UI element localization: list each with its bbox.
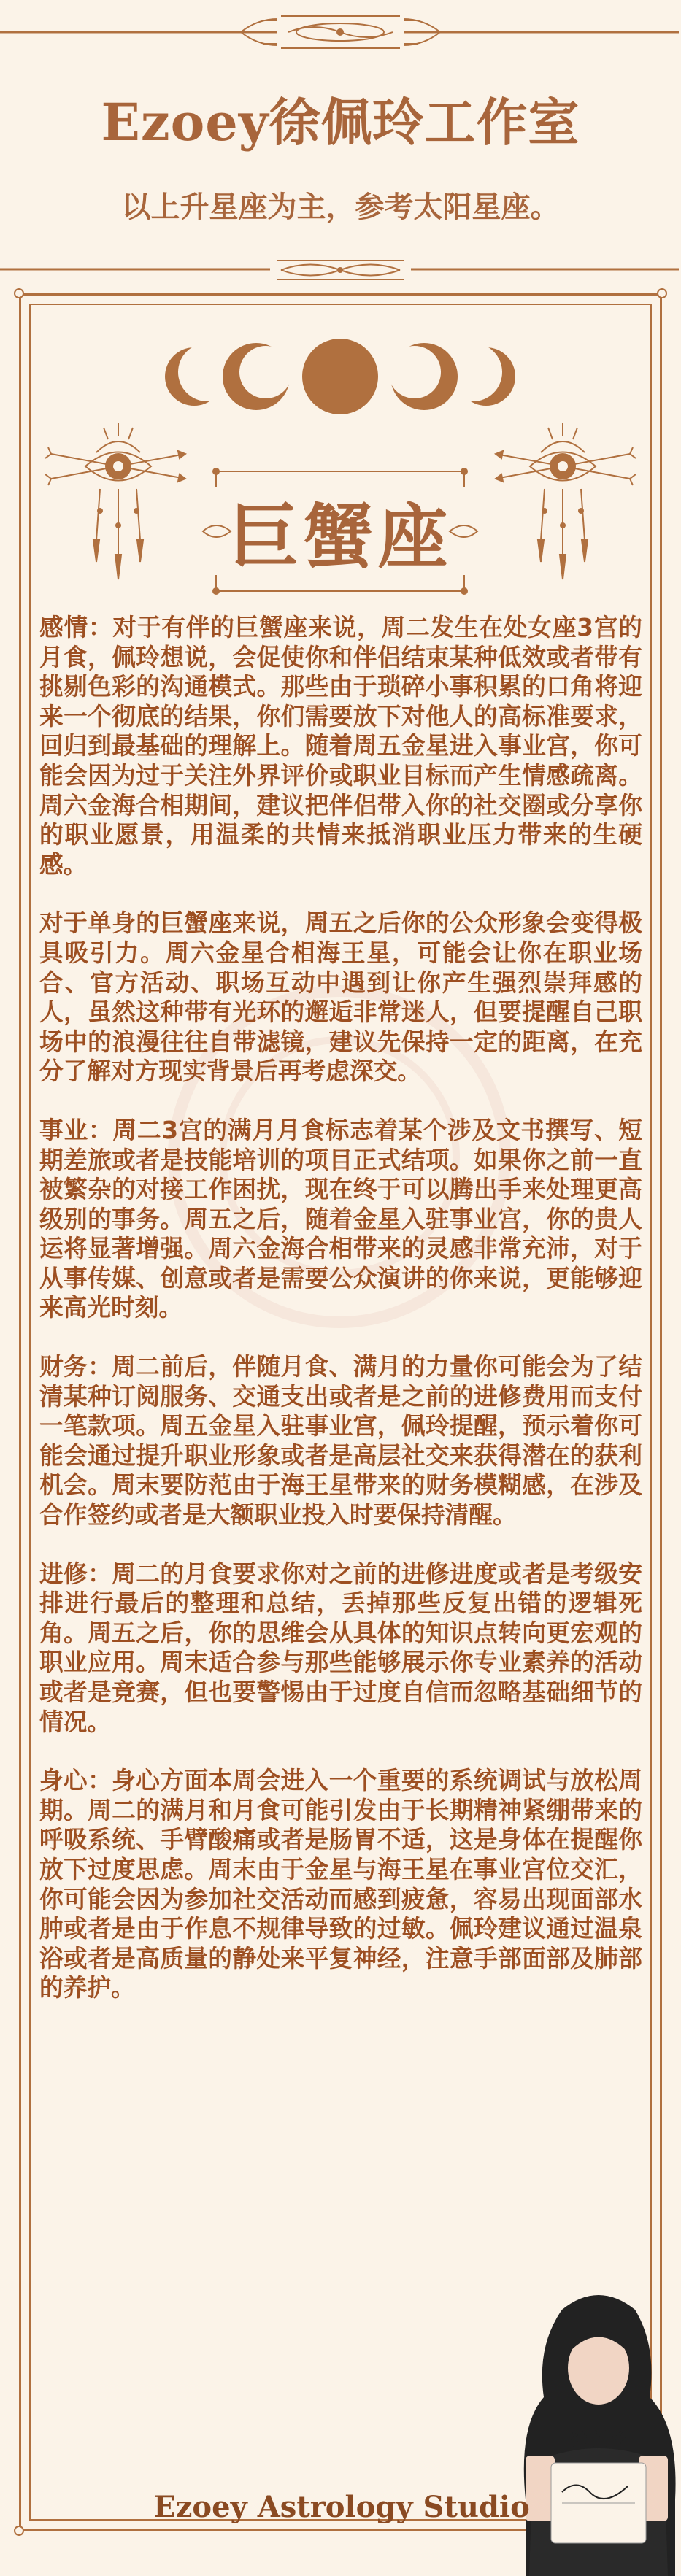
paragraph-career: 事业：周二3宫的满月月食标志着某个涉及文书撰写、短期差旅或者是技能培训的项目正式结项。如果你之前一直被繁杂的对接工作困扰，现在终于可以腾出手来处理更高级别的事务。周五之后，随着金星入驻事业宫，你的贵人运将显著增强。周六金海合相带来的灵感非常充沛，对于从事传媒、创意或者是需要公众演讲的你来说，更能够迎来高光时刻。 xyxy=(39,1116,642,1322)
paragraph-study: 进修：周二的月食要求你对之前的进修进度或者是考级安排进行最后的整理和总结，丢掉那些反复出错的逻辑死角。周五之后，你的思维会从具体的知识点转向更宏观的职业应用。周末适合参与那些能够展示你专业素养的活动或者是竞赛，但也要警惕由于过度自信而忽略基础细节的情况。 xyxy=(39,1559,642,1736)
frame-corner-ornament xyxy=(14,288,24,298)
top-ornament xyxy=(0,0,681,73)
header-divider-ornament xyxy=(0,252,681,296)
horoscope-body xyxy=(39,613,642,2342)
paragraph-health: 身心：身心方面本周会进入一个重要的系统调试与放松周期。周二的满月和月食可能引发由于长期精神紧绷带来的呼吸系统、手臂酸痛或者是肠胃不适，这是身体在提醒你放下过度思虑。周末由于金星与海王星在事业宫位交汇，你可能会因为参加社交活动而感到疲惫，容易出现面部水肿或者是由于作息不规律导致的过敏。佩玲建议通过温泉浴或者是高质量的静处来平复神经，注意手部面部及肺部的养护。 xyxy=(39,1767,642,2002)
frame-corner-ornament xyxy=(657,288,667,298)
studio-name: Ezoey Astrology Studio xyxy=(153,2490,530,2524)
signature-text: 徐佩玲 xyxy=(569,2429,627,2450)
page-title: Ezoey徐佩玲工作室 xyxy=(101,92,580,153)
paragraph-finance: 财务：周二前后，伴随月食、满月的力量你可能会为了结清某种订阅服务、交通支出或者是之前的进修费用而支付一笔款项。周五金星入驻事业宫，佩玲提醒，预示着你可能会通过提升职业形象或者是高层社交来获得潜在的获利机会。周末要防范由于海王星带来的财务模糊感，在涉及合作签约或者是大额职业投入时要保持清醒。 xyxy=(39,1353,642,1530)
zodiac-sign-title: 巨蟹座 xyxy=(228,495,453,578)
paragraph-love-single: 对于单身的巨蟹座来说，周五之后你的公众形象会变得极具吸引力。周六金星合相海王星，可能会让你在职业场合、官方活动、职场互动中遇到让你产生强烈崇拜感的人，虽然这种带有光环的邂逅非常迷人，但要提醒自己职场中的浪漫往往自带滤镜，建议先保持一定的距离，在充分了解对方现实背景后再考虑深交。 xyxy=(39,909,642,1086)
moon-phases-icon xyxy=(165,333,515,420)
paragraph-love-partnered: 感情：对于有伴的巨蟹座来说，周二发生在处女座3宫的月食，佩玲想说，会促使你和伴侣结束某种低效或者带有挑剔色彩的沟通模式。那些由于琐碎小事积累的口角将迎来一个彻底的结果，你们需要放下对他人的高标准要求，回归到最基础的理解上。随着周五金星进入事业宫，你可能会因为过于关注外界评价或职业目标而产生情感疏离。周六金海合相期间，建议把伴侣带入你的社交圈或分享你的职业愿景，用温柔的共情来抵消职业压力带来的生硬感。 xyxy=(39,614,642,879)
frame-corner-ornament xyxy=(14,2526,24,2536)
page-subtitle: 以上升星座为主，参考太阳星座。 xyxy=(121,190,560,224)
